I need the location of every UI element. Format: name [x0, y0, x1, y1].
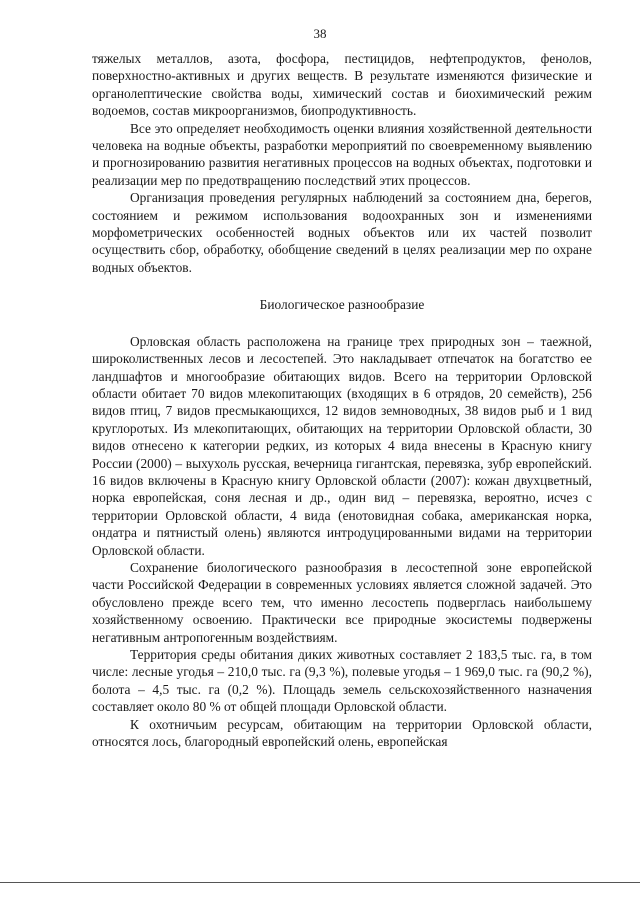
- paragraph-pollutants: тяжелых металлов, азота, фосфора, пестицидов, нефтепродуктов, фенолов, поверхностно-активных и других веществ. В результате изменяются физические и органолептические свойства воды, химический состав и биохимический режим водоемов, состав микроорганизмов, биопродуктивность.: [92, 51, 592, 119]
- paragraph-habitat-territory: Территория среды обитания диких животных составляет 2 183,5 тыс. га, в том числе: лесные угодья – 210,0 тыс. га (9,3 %), полевые угодья – 1 969,0 тыс. га (90,2 %), болота – 4,5 тыс. га (0,2 %). Площадь земель сельскохозяйственного назначения составляет около 80 % от общей площади Орловской области.: [92, 647, 592, 715]
- section-heading: Биологическое разнообразие: [259, 297, 425, 313]
- paragraph-biodiversity-preservation: Сохранение биологического разнообразия в лесостепной зоне европейской части Российской Федерации в современных условиях является сложной задачей. Это обусловлено прежде всего тем, что именно лесостепь подверглась наибольшему хозяйственному освоению. Практически все природные экосистемы подвержены негативным антропогенным воздействиям.: [92, 559, 592, 645]
- document-body: [92, 50, 592, 750]
- paragraph-assessment: Все это определяет необходимость оценки влияния хозяйственной деятельности человека на водные объекты, разработки мероприятий по своевременному выявлению и прогнозированию развития негативных процессов на водных объектах, подготовки и реализации мер по предотвращению последствий этих процессов.: [92, 120, 592, 188]
- paragraph-region-fauna: Орловская область расположена на границе трех природных зон – таежной, широколиственных лесов и лесостепей. Это накладывает отпечаток на богатство ее ландшафтов и многообразие обитающих видов. Всего на территории Орловской области обитает 70 видов млекопитающих (входящих в 6 отрядов, 20 семейств), 256 видов птиц, 7 видов пресмыкающихся, 12 видов земноводных, 38 видов рыб и 1 вид круглоротых. Из млекопитающих, обитающих на территории Орловской области, 30 видов отнесено к категории редких, из которых 4 вида внесены в Красную книгу России (2000) – выхухоль русская, вечерница гигантская, перевязка, зубр европейский. 16 видов включены в Красную книгу Орловской области (2007): кожан двухцветный, норка европейская, соня лесная и др., один вид – перевязка, вероятно, исчез с территории Орловской области, 4 вида (енотовидная собака, американская норка, ондатра и пятнистый олень) являются интродуцированными видами на территории Орловской области.: [92, 333, 592, 558]
- paragraph-monitoring: Организация проведения регулярных наблюдений за состоянием дна, берегов, состоянием и режимом использования водоохранных зон и изменениями морфометрических особенностей водных объектов или их частей позволит осуществить сбор, обработку, обобщение сведений в целях реализации мер по охране водных объектов.: [92, 190, 592, 275]
- footer-rule: [0, 882, 640, 883]
- page-number: 38: [313, 26, 327, 41]
- paragraph-hunting-resources: К охотничьим ресурсам, обитающим на территории Орловской области, относятся лось, благородный европейский олень, европейская: [92, 716, 592, 750]
